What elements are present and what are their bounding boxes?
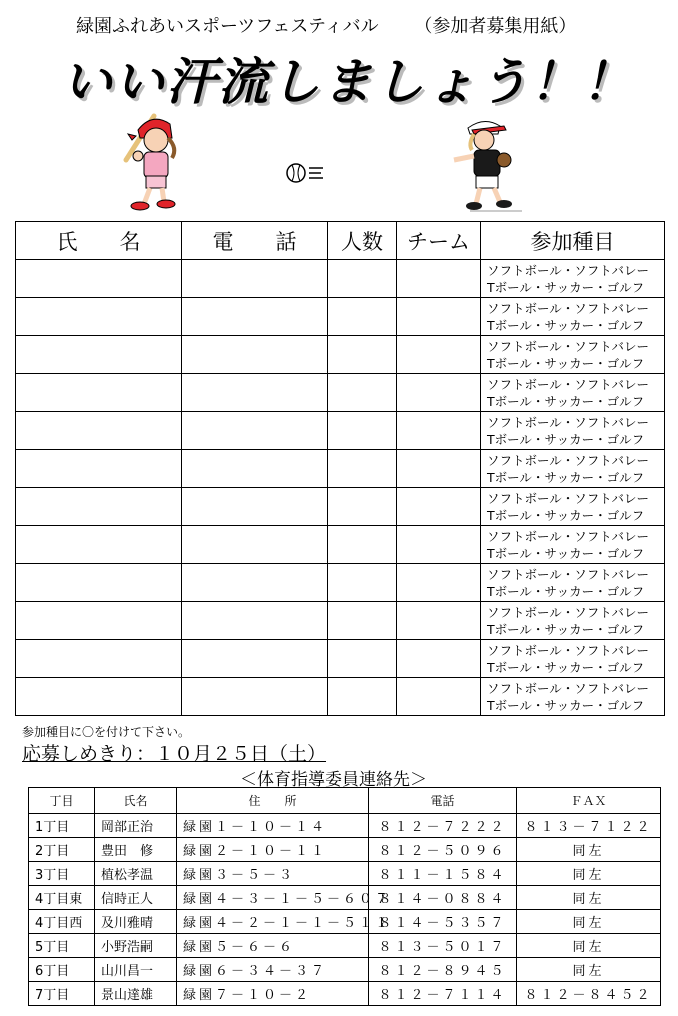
district-cell: 6丁目: [29, 958, 95, 982]
event-options-line1: ソフトボール・ソフトバレー: [487, 376, 650, 392]
event-options-line2: Tボール・サッカー・ゴルフ: [487, 507, 645, 523]
address-cell: 緑園６－３４－３７: [177, 958, 369, 982]
event-options-cell[interactable]: [481, 488, 665, 526]
event-options-line2: Tボール・サッカー・ゴルフ: [487, 659, 645, 675]
contact-phone-cell: ８１１－１５８４: [369, 862, 517, 886]
district-cell: 4丁目東: [29, 886, 95, 910]
name-cell[interactable]: [16, 564, 182, 602]
contact-name-cell: 小野浩嗣: [95, 934, 177, 958]
phone-cell[interactable]: [182, 602, 328, 640]
address-cell: 緑園２－１０－１１: [177, 838, 369, 862]
name-cell[interactable]: [16, 602, 182, 640]
contact-row: [29, 910, 661, 934]
district-cell: 5丁目: [29, 934, 95, 958]
softball-pitcher-illustration: [442, 116, 532, 216]
team-cell[interactable]: [397, 488, 481, 526]
contact-row: [29, 982, 661, 1006]
phone-cell[interactable]: [182, 526, 328, 564]
entry-row: [16, 298, 665, 336]
contact-name-cell: 山川昌一: [95, 958, 177, 982]
contact-name-cell: 景山達雄: [95, 982, 177, 1006]
district-cell: 3丁目: [29, 862, 95, 886]
fax-cell: 同左: [517, 910, 661, 934]
contact-phone-cell: ８１４－０８８４: [369, 886, 517, 910]
team-cell[interactable]: [397, 526, 481, 564]
address-cell: 緑園７－１０－２: [177, 982, 369, 1006]
entry-row: [16, 374, 665, 412]
header-fax: ＦＡＸ: [517, 788, 661, 814]
contact-name-cell: 信時正人: [95, 886, 177, 910]
event-options-cell[interactable]: [481, 640, 665, 678]
district-cell: 4丁目西: [29, 910, 95, 934]
team-cell[interactable]: [397, 640, 481, 678]
entry-row: [16, 488, 665, 526]
deadline-text: 応募しめきり：１０月２５日（土）: [22, 743, 327, 765]
entry-row: [16, 336, 665, 374]
header-district: 丁目: [29, 788, 95, 814]
event-options-cell[interactable]: [481, 298, 665, 336]
headcount-cell[interactable]: [328, 602, 397, 640]
headcount-cell[interactable]: [328, 298, 397, 336]
name-cell[interactable]: [16, 678, 182, 716]
softball-icon: [283, 160, 327, 186]
event-options-line2: Tボール・サッカー・ゴルフ: [487, 393, 645, 409]
entry-row: [16, 678, 665, 716]
event-options-cell[interactable]: [481, 450, 665, 488]
phone-cell[interactable]: [182, 374, 328, 412]
name-cell[interactable]: [16, 374, 182, 412]
contact-row: [29, 814, 661, 838]
event-options-cell[interactable]: [481, 526, 665, 564]
contact-row: [29, 862, 661, 886]
entry-row: [16, 564, 665, 602]
team-cell[interactable]: [397, 412, 481, 450]
event-options-line1: ソフトボール・ソフトバレー: [487, 490, 650, 506]
entry-row: [16, 602, 665, 640]
contact-phone-cell: ８１２－８９４５: [369, 958, 517, 982]
headcount-cell[interactable]: [328, 678, 397, 716]
event-title: 緑園ふれあいスポーツフェスティバル: [76, 16, 379, 37]
name-cell[interactable]: [16, 412, 182, 450]
entry-row: [16, 640, 665, 678]
fax-cell: 同左: [517, 958, 661, 982]
phone-cell[interactable]: [182, 488, 328, 526]
phone-cell[interactable]: [182, 298, 328, 336]
event-options-line1: ソフトボール・ソフトバレー: [487, 680, 650, 696]
contact-row: [29, 934, 661, 958]
event-options-line2: Tボール・サッカー・ゴルフ: [487, 545, 645, 561]
entry-table: [15, 221, 665, 716]
contact-section-title: ＜体育指導委員連絡先＞: [240, 770, 427, 790]
headcount-cell[interactable]: [328, 336, 397, 374]
contact-name-cell: 及川雅晴: [95, 910, 177, 934]
event-options-cell[interactable]: [481, 564, 665, 602]
event-options-line2: Tボール・サッカー・ゴルフ: [487, 697, 645, 713]
event-options-line2: Tボール・サッカー・ゴルフ: [487, 317, 645, 333]
contact-name-cell: 豊田 修: [95, 838, 177, 862]
header-event: 参加種目: [481, 222, 665, 260]
contact-table: [28, 787, 661, 1006]
headcount-cell[interactable]: [328, 526, 397, 564]
header-contact-name: 氏名: [95, 788, 177, 814]
event-options-cell[interactable]: [481, 678, 665, 716]
name-cell[interactable]: [16, 260, 182, 298]
event-options-line1: ソフトボール・ソフトバレー: [487, 262, 650, 278]
event-options-line1: ソフトボール・ソフトバレー: [487, 642, 650, 658]
team-cell[interactable]: [397, 336, 481, 374]
entry-row: [16, 260, 665, 298]
team-cell[interactable]: [397, 678, 481, 716]
address-cell: 緑園４－３－１－５－６０７: [177, 886, 369, 910]
contact-phone-cell: ８１２－５０９６: [369, 838, 517, 862]
team-cell[interactable]: [397, 450, 481, 488]
event-options-line2: Tボール・サッカー・ゴルフ: [487, 583, 645, 599]
instruction-note: 参加種目に〇を付けて下さい。: [22, 725, 191, 739]
event-options-cell[interactable]: [481, 260, 665, 298]
contact-phone-cell: ８１２－７１１４: [369, 982, 517, 1006]
event-options-cell[interactable]: [481, 602, 665, 640]
district-cell: 7丁目: [29, 982, 95, 1006]
event-options-line1: ソフトボール・ソフトバレー: [487, 338, 650, 354]
team-cell[interactable]: [397, 298, 481, 336]
event-options-line1: ソフトボール・ソフトバレー: [487, 604, 650, 620]
form-header: [76, 12, 636, 38]
event-options-line1: ソフトボール・ソフトバレー: [487, 566, 650, 582]
headcount-cell[interactable]: [328, 640, 397, 678]
event-options-line1: ソフトボール・ソフトバレー: [487, 414, 650, 430]
event-options-cell[interactable]: [481, 336, 665, 374]
header-headcount: 人数: [328, 222, 397, 260]
event-options-cell[interactable]: [481, 412, 665, 450]
team-cell[interactable]: [397, 602, 481, 640]
entry-row: [16, 526, 665, 564]
event-options-line2: Tボール・サッカー・ゴルフ: [487, 355, 645, 371]
entry-row: [16, 450, 665, 488]
contact-row: [29, 838, 661, 862]
team-cell[interactable]: [397, 260, 481, 298]
phone-cell[interactable]: [182, 412, 328, 450]
event-options-line1: ソフトボール・ソフトバレー: [487, 452, 650, 468]
softball-batter-illustration: [118, 108, 190, 212]
headcount-cell[interactable]: [328, 374, 397, 412]
contact-phone-cell: ８１２－７２２２: [369, 814, 517, 838]
contact-row: [29, 958, 661, 982]
phone-cell[interactable]: [182, 640, 328, 678]
entry-row: [16, 412, 665, 450]
fax-cell: 同左: [517, 886, 661, 910]
name-cell[interactable]: [16, 488, 182, 526]
team-cell[interactable]: [397, 564, 481, 602]
event-options-line1: ソフトボール・ソフトバレー: [487, 528, 650, 544]
phone-cell[interactable]: [182, 450, 328, 488]
phone-cell[interactable]: [182, 564, 328, 602]
phone-cell[interactable]: [182, 336, 328, 374]
event-options-line2: Tボール・サッカー・ゴルフ: [487, 469, 645, 485]
contact-phone-cell: ８１３－５０１７: [369, 934, 517, 958]
fax-cell: 同左: [517, 838, 661, 862]
contact-phone-cell: ８１４－５３５７: [369, 910, 517, 934]
form-subtitle: （参加者募集用紙）: [414, 16, 577, 37]
address-cell: 緑園５－６－６: [177, 934, 369, 958]
address-cell: 緑園４－２－１－１－５１１: [177, 910, 369, 934]
name-cell[interactable]: [16, 450, 182, 488]
fax-cell: ８１３－７１２２: [517, 814, 661, 838]
event-options-cell[interactable]: [481, 374, 665, 412]
headcount-cell[interactable]: [328, 450, 397, 488]
headcount-cell[interactable]: [328, 488, 397, 526]
entry-header-row: [16, 222, 665, 260]
name-cell[interactable]: [16, 640, 182, 678]
name-cell[interactable]: [16, 526, 182, 564]
district-cell: 2丁目: [29, 838, 95, 862]
contact-header-row: [29, 788, 661, 814]
header-address: 住 所: [177, 788, 369, 814]
header-contact-phone: 電話: [369, 788, 517, 814]
address-cell: 緑園３－５－３: [177, 862, 369, 886]
district-cell: 1丁目: [29, 814, 95, 838]
phone-cell[interactable]: [182, 260, 328, 298]
slogan-heading: いい汗流しましょう！！: [62, 52, 634, 111]
name-cell[interactable]: [16, 336, 182, 374]
contact-name-cell: 岡部正治: [95, 814, 177, 838]
header-phone: 電 話: [182, 222, 328, 260]
header-name: 氏 名: [16, 222, 182, 260]
fax-cell: ８１２－８４５２: [517, 982, 661, 1006]
event-options-line2: Tボール・サッカー・ゴルフ: [487, 279, 645, 295]
team-cell[interactable]: [397, 374, 481, 412]
headcount-cell[interactable]: [328, 412, 397, 450]
contact-row: [29, 886, 661, 910]
event-options-line1: ソフトボール・ソフトバレー: [487, 300, 650, 316]
contact-name-cell: 植松孝温: [95, 862, 177, 886]
address-cell: 緑園１－１０－１４: [177, 814, 369, 838]
fax-cell: 同左: [517, 934, 661, 958]
phone-cell[interactable]: [182, 678, 328, 716]
header-team: チーム: [397, 222, 481, 260]
headcount-cell[interactable]: [328, 260, 397, 298]
headcount-cell[interactable]: [328, 564, 397, 602]
event-options-line2: Tボール・サッカー・ゴルフ: [487, 621, 645, 637]
event-options-line2: Tボール・サッカー・ゴルフ: [487, 431, 645, 447]
name-cell[interactable]: [16, 298, 182, 336]
fax-cell: 同左: [517, 862, 661, 886]
